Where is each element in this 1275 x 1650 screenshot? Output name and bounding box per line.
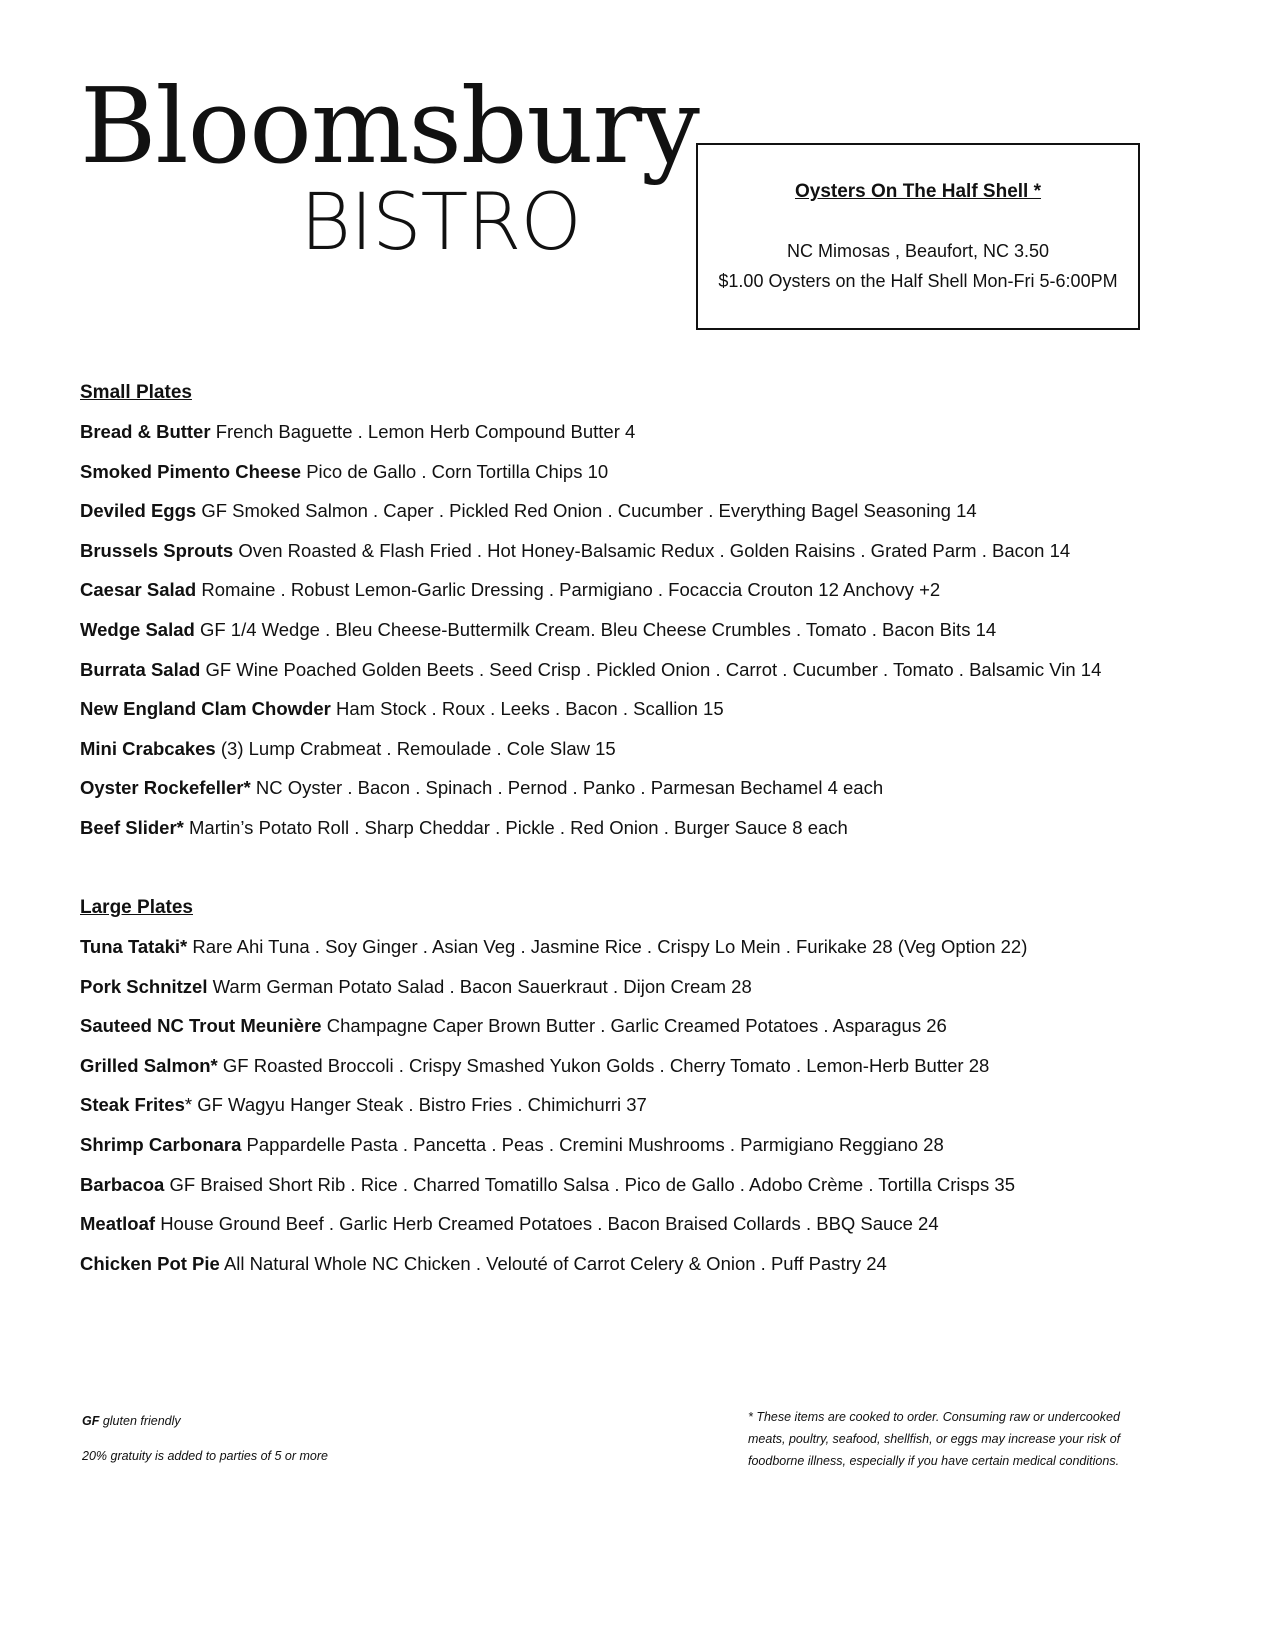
gf-label: GF	[82, 1414, 100, 1428]
item-name: Mini Crabcakes	[80, 737, 216, 759]
oyster-special-title: Oysters On The Half Shell *	[794, 181, 1042, 202]
item-description: * GF Wagyu Hanger Steak . Bistro Fries . Chimichurri 37	[184, 1094, 647, 1116]
item-name: Grilled Salmon*	[80, 1054, 218, 1076]
gf-legend	[82, 1412, 328, 1430]
menu-item	[80, 452, 1210, 492]
item-description: GF Wine Poached Golden Beets . Seed Crisp . Pickled Onion . Carrot . Cucumber . Tomato . Balsamic Vin 14	[205, 658, 1102, 680]
menu-item	[80, 967, 1210, 1007]
oyster-special-box	[696, 143, 1140, 330]
item-name: Deviled Eggs	[80, 500, 197, 522]
item-name: Brussels Sprouts	[80, 539, 234, 561]
menu-item	[80, 412, 1210, 452]
item-name: Bread & Butter	[80, 421, 211, 442]
section-title: Small Plates	[80, 382, 192, 403]
item-description: GF 1/4 Wedge . Bleu Cheese-Buttermilk Cream. Bleu Cheese Crumbles . Tomato . Bacon Bits 14	[199, 618, 997, 640]
menu-item	[80, 1244, 1210, 1284]
item-description: Martin’s Potato Roll . Sharp Cheddar . Pickle . Red Onion . Burger Sauce 8 each	[189, 816, 848, 838]
item-name: Sauteed NC Trout Meunière	[80, 1015, 322, 1037]
item-description: GF Smoked Salmon . Caper . Pickled Red Onion . Cucumber . Everything Bagel Seasoning 14	[201, 500, 977, 522]
small-plates-section	[80, 379, 1210, 848]
logo-subtitle: BISTRO	[300, 178, 581, 268]
logo	[80, 65, 699, 268]
item-description: French Baguette . Lemon Herb Compound Butter 4	[215, 421, 636, 442]
food-safety-disclaimer	[748, 1406, 1168, 1472]
item-name: Smoked Pimento Cheese	[80, 460, 302, 482]
disclaimer-line: foodborne illness, especially if you have certain medical conditions.	[748, 1454, 1120, 1468]
item-name: Tuna Tataki*	[80, 936, 188, 957]
item-description: House Ground Beef . Garlic Herb Creamed Potatoes . Bacon Braised Collards . BBQ Sauce 24	[160, 1213, 939, 1235]
menu-item	[80, 1006, 1210, 1046]
oyster-special-line: $1.00 Oysters on the Half Shell Mon-Fri 5-6:00PM	[718, 271, 1118, 291]
large-plates-section	[80, 894, 1210, 1283]
menu-item	[80, 808, 1210, 848]
menu-item	[80, 729, 1210, 769]
menu-item	[80, 1085, 1210, 1125]
item-name: Chicken Pot Pie	[80, 1252, 220, 1274]
gratuity-note: 20% gratuity is added to parties of 5 or more	[82, 1449, 328, 1463]
item-name: Steak Frites	[80, 1094, 185, 1116]
item-description: Pappardelle Pasta . Pancetta . Peas . Cremini Mushrooms . Parmigiano Reggiano 28	[246, 1133, 944, 1155]
menu-item	[80, 1204, 1210, 1244]
menu-item	[80, 491, 1210, 531]
item-description: NC Oyster . Bacon . Spinach . Pernod . Panko . Parmesan Bechamel 4 each	[255, 777, 884, 799]
item-description: GF Roasted Broccoli . Crispy Smashed Yukon Golds . Cherry Tomato . Lemon-Herb Butter 28	[222, 1054, 990, 1076]
item-name: Oyster Rockefeller*	[80, 777, 251, 799]
item-description: GF Braised Short Rib . Rice . Charred Tomatillo Salsa . Pico de Gallo . Adobo Crème . Tortilla Crisps 35	[169, 1173, 1016, 1195]
footer-notes	[82, 1412, 328, 1465]
item-name: Meatloaf	[80, 1213, 156, 1235]
logo-wordmark: Bloomsbury	[80, 65, 699, 187]
item-description: Romaine . Robust Lemon-Garlic Dressing . Parmigiano . Focaccia Crouton 12 Anchovy +2	[201, 579, 941, 601]
menu-item	[80, 531, 1210, 571]
item-description: Pico de Gallo . Corn Tortilla Chips 10	[306, 460, 609, 482]
oyster-special-line: NC Mimosas , Beaufort, NC 3.50	[786, 241, 1050, 261]
item-name: New England Clam Chowder	[80, 698, 331, 720]
item-description: Warm German Potato Salad . Bacon Sauerkraut . Dijon Cream 28	[212, 975, 752, 997]
item-name: Barbacoa	[80, 1173, 165, 1195]
gf-text: gluten friendly	[99, 1414, 181, 1428]
item-description: Rare Ahi Tuna . Soy Ginger . Asian Veg . Jasmine Rice . Crispy Lo Mein . Furikake 28 (Veg Option 22)	[192, 936, 1028, 957]
disclaimer-line: * These items are cooked to order. Consuming raw or undercooked	[748, 1410, 1120, 1424]
item-name: Shrimp Carbonara	[80, 1133, 242, 1155]
item-description: (3) Lump Crabmeat . Remoulade . Cole Slaw 15	[220, 737, 616, 759]
menu-list	[80, 927, 1210, 1283]
item-name: Pork Schnitzel	[80, 975, 208, 997]
menu-item	[80, 927, 1210, 967]
menu-item	[80, 689, 1210, 729]
section-title: Large Plates	[80, 897, 193, 918]
menu-list	[80, 412, 1210, 848]
item-description: All Natural Whole NC Chicken . Velouté of Carrot Celery & Onion . Puff Pastry 24	[223, 1252, 887, 1274]
menu-item	[80, 768, 1210, 808]
menu-item	[80, 1125, 1210, 1165]
menu-item	[80, 1046, 1210, 1086]
item-name: Beef Slider*	[80, 816, 184, 838]
item-name: Burrata Salad	[80, 658, 201, 680]
menu-item	[80, 610, 1210, 650]
item-name: Caesar Salad	[80, 579, 197, 601]
menu-item	[80, 1165, 1210, 1205]
item-description: Oven Roasted & Flash Fried . Hot Honey-Balsamic Redux . Golden Raisins . Grated Parm . Bacon 14	[238, 539, 1071, 561]
item-name: Wedge Salad	[80, 618, 195, 640]
item-description: Ham Stock . Roux . Leeks . Bacon . Scallion 15	[335, 698, 724, 720]
disclaimer-line: meats, poultry, seafood, shellfish, or eggs may increase your risk of	[748, 1432, 1121, 1446]
item-description: Champagne Caper Brown Butter . Garlic Creamed Potatoes . Asparagus 26	[326, 1015, 947, 1037]
menu-item	[80, 650, 1210, 690]
menu-item	[80, 570, 1210, 610]
